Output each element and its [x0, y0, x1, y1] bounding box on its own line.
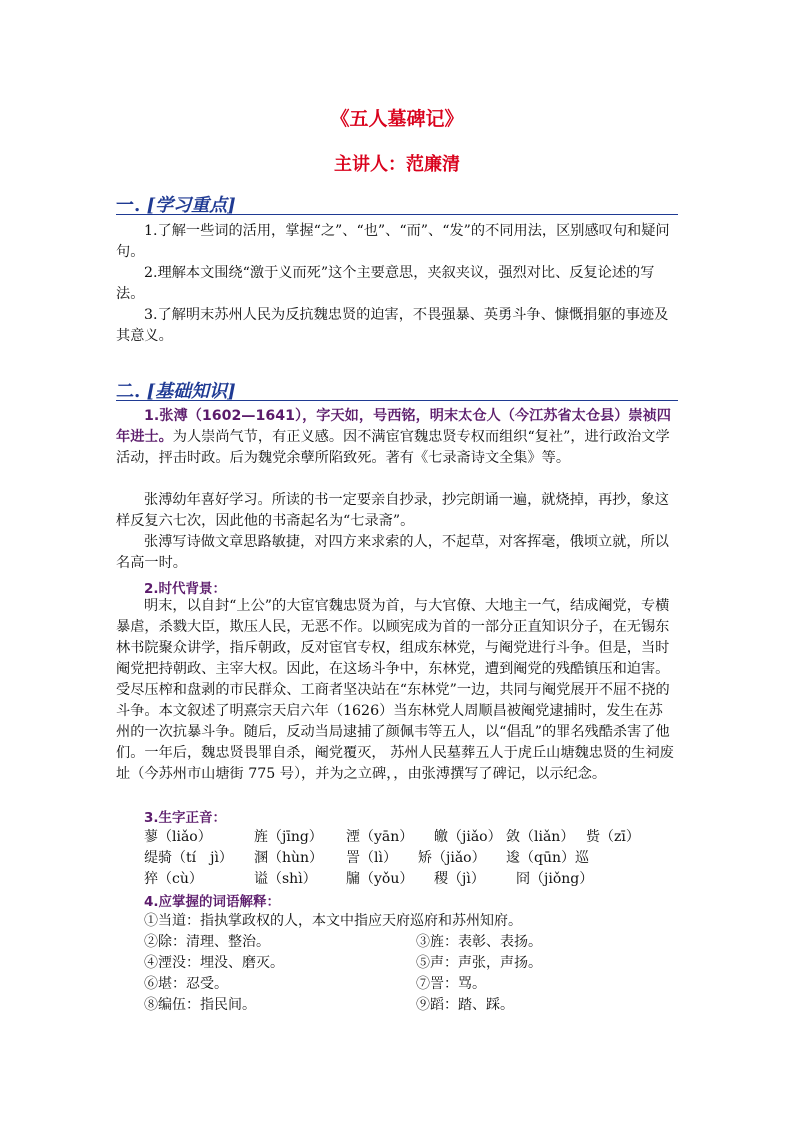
section-number: 二.	[116, 381, 141, 402]
key-point-3: 3.了解明末苏州人民为反抗魏忠贤的迫害，不畏强暴、英勇斗争、慷慨捐躯的事迹及其意义。	[116, 307, 669, 344]
pronunciation-item: 皦（jiǎo）	[434, 829, 502, 845]
vocabulary-item: ①当道：指执掌政权的人，本文中指应天府巡府和苏州知府。	[144, 913, 522, 929]
key-point-1: 1.了解一些词的活用，掌握“之”、“也”、“而”、“发”的不同用法，区别感叹句和疑问句。	[116, 223, 670, 260]
vocabulary-item: ⑨蹈：踏、踩。	[416, 997, 514, 1013]
speaker-line: 主讲人：范廉清	[334, 154, 460, 175]
pronunciation-heading: 3.生字正音：	[144, 810, 227, 826]
pronunciation-item: 谥（shì）	[254, 871, 317, 887]
pronunciation-item: 旌（jīng）	[254, 829, 323, 845]
pronunciation-item: 敛（liǎn）	[506, 829, 575, 845]
vocabulary-item: ⑥堪：忍受。	[144, 976, 228, 992]
vocabulary-item: ⑦詈：骂。	[416, 976, 486, 992]
vocabulary-item: ⑧编伍：指民间。	[144, 997, 256, 1013]
pronunciation-item: 稷（jì）	[434, 871, 485, 887]
pronunciation-item: 猝（cù）	[144, 871, 203, 887]
key-point-2: 2.理解本文围绕“激于义而死”这个主要意思，夹叙夹议，强烈对比、反复论述的写法。	[116, 265, 655, 302]
author-anecdote-2: 张溥写诗做文章思路敏捷，对四方来求索的人，不起草，对客挥毫，俄顷立就，所以名高一时。	[116, 534, 669, 571]
vocabulary-heading: 4.应掌握的词语解释：	[144, 894, 281, 910]
author-paragraph	[116, 406, 676, 469]
pronunciation-item: 湮（yān）	[346, 829, 414, 845]
section-divider	[116, 400, 678, 401]
pronunciation-item: 矫（jiǎo）	[418, 850, 486, 866]
pronunciation-item: 赀（zī）	[586, 829, 640, 845]
vocabulary-item: ③旌：表彰、表扬。	[416, 934, 542, 950]
pronunciation-item: 詈（lì）	[346, 850, 397, 866]
pronunciation-item: 冏（jiǒng）	[516, 871, 594, 887]
pronunciation-item: 逡（qūn）巡	[506, 850, 589, 866]
document-title: 《五人墓碑记》	[330, 108, 464, 130]
author-intro-bold: 1.张溥（1602—1641），字天如，号西铭，明末太仓人（今江苏省太仓县）崇祯四年进士。	[116, 408, 671, 445]
author-anecdote-1: 张溥幼年喜好学习。所读的书一定要亲自抄录，抄完朗诵一遍，就烧掉，再抄，象这样反复六七次，因此他的书斋起名为“七录斋”。	[116, 492, 669, 529]
author-intro-rest: 为人崇尚气节，有正义感。因不满宦官魏忠贤专权而组织“复社”，进行政治文学活动，抨击时政。后为魏党余孽所陷致死。著有《七录斋诗文全集》等。	[116, 429, 670, 466]
section-title: [基础知识]	[146, 381, 236, 402]
section-title: [学习重点]	[146, 195, 236, 216]
section-divider	[116, 214, 678, 215]
pronunciation-item: 蓼（liǎo）	[144, 829, 212, 845]
pronunciation-item: 溷（hùn）	[254, 850, 324, 866]
vocabulary-item: ②除：清理、整治。	[144, 934, 270, 950]
background-text: 明末，以自封“上公”的大宦官魏忠贤为首，与大官僚、大地主一气，结成阉党，专横暴虐，杀戮大臣，欺压人民，无恶不作。以顾宪成为首的一部分正直知识分子，在无锡东林书院聚众讲学，指斥朝政，反对宦官专权，组成东林党，与阉党进行斗争。但是，当时阉党把持朝政、主宰大权。因此，在这场斗争中，东林党，遭到阉党的残酷镇压和迫害。受尽压榨和盘剥的市民群众、工商者坚决站在“东林党”一边，共同与阉党展开不屈不挠的斗争。本文叙述了明熹宗天启六年（1626）当东林党人周顺昌被阉党逮捕时，发生在苏州的一次抗暴斗争。随后，反动当局逮捕了颜佩韦等五人，以“倡乱”的罪名残酷杀害了他们。一年后，魏忠贤畏罪自杀，阉党覆灭， 苏州人民墓葬五人于虎丘山塘魏忠贤的生祠废址（今苏州市山塘街 775 号），并为之立碑，，由张溥撰写了碑记，以示纪念。	[116, 598, 674, 782]
vocabulary-item: ④湮没：埋没、磨灭。	[144, 955, 284, 971]
background-heading: 2.时代背景：	[144, 581, 227, 597]
section-number: 一.	[116, 195, 141, 216]
pronunciation-item: 缇骑（tí jì）	[144, 850, 233, 866]
vocabulary-item: ⑤声：声张，声扬。	[416, 955, 542, 971]
pronunciation-item: 牖（yǒu）	[346, 871, 414, 887]
